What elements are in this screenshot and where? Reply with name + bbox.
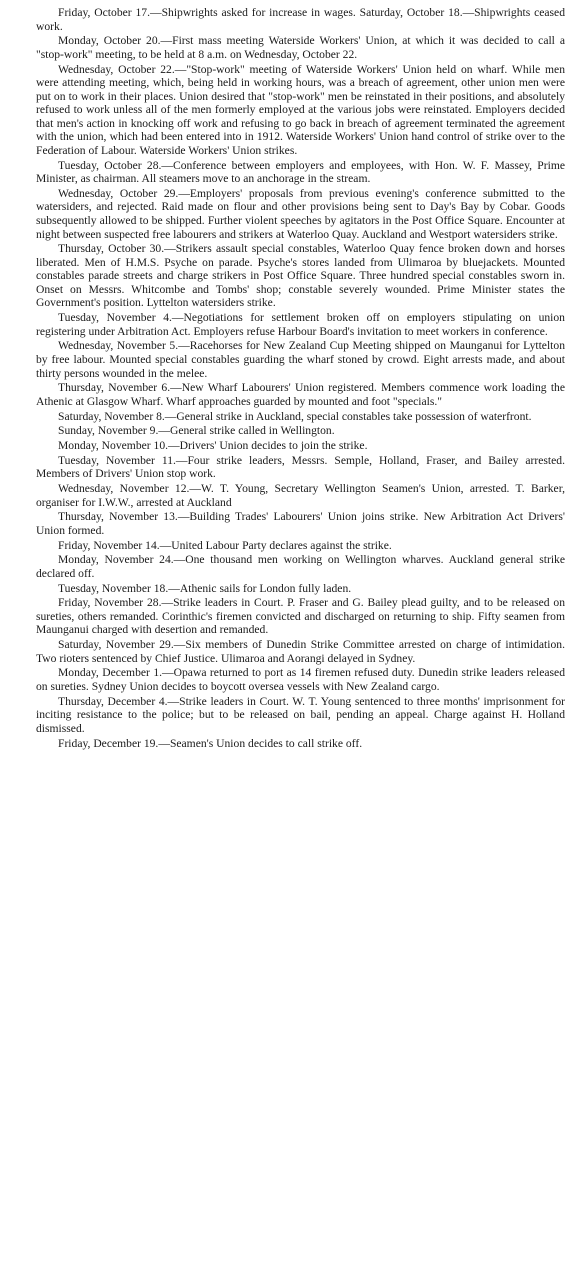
timeline-entry <box>36 63 565 158</box>
entry-date: Tuesday, November 4. <box>58 311 172 325</box>
timeline-entry <box>36 539 565 553</box>
timeline-entry <box>36 582 565 596</box>
entry-text: —Negotiations for settlement broken off on employers stipulating on union registering under Arbitration Act. Employers refuse Harbour Board's invitation to meet workers in conference. <box>36 311 565 338</box>
timeline-entry <box>36 311 565 338</box>
timeline-entry <box>36 424 565 438</box>
timeline-entry <box>36 510 565 537</box>
entry-date: Wednesday, October 29. <box>58 186 179 200</box>
timeline-entry <box>36 553 565 580</box>
entry-date: Wednesday, November 12. <box>58 482 190 496</box>
timeline-entry <box>36 410 565 424</box>
entry-date: Thursday, October 30. <box>58 242 165 256</box>
entry-text: —"Stop-work" meeting of Waterside Workers' Union held on wharf. While men were attending meeting, which, being held in working hours, was a breach of agreement, other union men were put on to work in their places. Union desired that "stop-work" men be reinstated in their positions, and absolutely refused to work unless all of the men formerly employed at the various jobs were reinstated. Employers decided that men's action in knocking off work and refusing to go back in breach of agreement terminated the agreement with the union, which had been entered into in 1912. Waterside Workers' Union hand control of strike over to the Federation of Labour. Waterside Workers' Union strikes. <box>36 62 565 157</box>
entry-text: —Shipwrights asked for increase in wages. Saturday, October 18.—Shipwrights ceased work. <box>36 6 565 33</box>
entry-date: Friday, November 28. <box>58 596 162 610</box>
entry-date: Saturday, November 29. <box>58 638 174 652</box>
entry-text: —Strike leaders in Court. P. Fraser and G. Bailey plead guilty, and to be released on sureties, others remanded. Corinthic's firemen convicted and discharged on returning to ship. Fifty seamen from Maunganui charged with desertion and remanded. <box>36 596 565 637</box>
entry-date: Tuesday, October 28. <box>58 158 162 172</box>
entry-text: —W. T. Young, Secretary Wellington Seamen's Union, arrested. T. Barker, organiser for I.W.W., arrested at Auckland <box>36 482 565 509</box>
timeline-entry <box>36 596 565 637</box>
timeline-entry <box>36 695 565 736</box>
entry-text: —First mass meeting Waterside Workers' Union, at which it was decided to call a "stop-work" meeting, to be held at 8 a.m. on Wednesday, October 22. <box>36 34 566 61</box>
entry-date: Monday, November 24. <box>58 553 174 567</box>
timeline-entry <box>36 439 565 453</box>
timeline-entry <box>36 381 565 408</box>
entry-date: Wednesday, November 5. <box>58 339 179 353</box>
timeline-entry <box>36 187 565 241</box>
entry-text: —Drivers' Union decides to join the strike. <box>168 439 368 453</box>
entry-date: Monday, October 20. <box>58 34 161 48</box>
timeline-entry <box>36 737 565 751</box>
entry-text: —Athenic sails for London fully laden. <box>168 581 352 595</box>
entry-date: Friday, November 14. <box>58 538 160 552</box>
entry-text: —United Labour Party declares against the strike. <box>159 538 392 552</box>
entry-text: —Strikers assault special constables, Waterloo Quay fence broken down and horses liberated. Men of H.M.S. Psyche on parade. Psyche's stores landed from Ulimaroa by bluejackets. Mounted constables parade streets and charge strikers in Post Office Square. Three hundred special constables sworn in. Onset on Messrs. Whitcombe and Tombs' shop; constable severely wounded. Prime Minister states the Government's position. Lyttelton watersiders strike. <box>36 242 565 310</box>
entry-text: —General strike called in Wellington. <box>158 424 335 438</box>
timeline-entry <box>36 159 565 186</box>
entry-date: Wednesday, October 22. <box>58 62 175 76</box>
entry-text: —Six members of Dunedin Strike Committee arrested on charge of intimidation. Two rioters sentenced by Chief Justice. Ulimaroa and Aorangi delayed in Sydney. <box>36 638 565 665</box>
entry-text: —Racehorses for New Zealand Cup Meeting shipped on Maunganui for Lyttelton by free labour. Mounted special constables guarding the wharf stoned by crowd. Eight arrests made, and about thirty persons wounded in the melee. <box>36 339 565 380</box>
entry-text: —Building Trades' Labourers' Union joins strike. New Arbitration Act Drivers' Union formed. <box>36 510 566 537</box>
entry-date: Thursday, November 13. <box>58 510 178 524</box>
timeline-entry <box>36 454 565 481</box>
entry-date: Friday, December 19. <box>58 736 159 750</box>
timeline-entry <box>36 638 565 665</box>
entry-date: Monday, November 10. <box>58 439 169 453</box>
entry-text: —Conference between employers and employees, with Hon. W. F. Massey, Prime Minister, as chairman. All steamers move to an anchorage in the stream. <box>36 158 565 186</box>
timeline-entry <box>36 666 565 693</box>
entry-date: Sunday, November 9. <box>58 424 159 438</box>
entry-date: Tuesday, November 11. <box>58 453 176 467</box>
entry-date: Thursday, November 6. <box>58 381 171 395</box>
timeline <box>36 6 565 750</box>
timeline-entry <box>36 482 565 509</box>
entry-date: Thursday, December 4. <box>58 694 168 708</box>
entry-date: Friday, October 17. <box>58 6 150 19</box>
entry-date: Monday, December 1. <box>58 666 163 680</box>
entry-text: —One thousand men working on Wellington wharves. Auckland general strike declared off. <box>36 553 565 580</box>
entry-text: —Employers' proposals from previous evening's conference submitted to the watersiders, and rejected. Raid made on flour and other provisions being sent to Day's Bay by Cobar. Goods subsequently allowed to be shipped. Further violent speeches by agitators in the Post Office Square. Encounter at night between suspected free labourers and strikers at Waterloo Quay. Auckland and Westport watersiders strike. <box>36 186 565 241</box>
timeline-entry <box>36 34 565 61</box>
entry-text: —General strike in Auckland, special constables take possession of waterfront. <box>164 409 532 423</box>
entry-text: —Seamen's Union decides to call strike off. <box>158 736 363 750</box>
entry-text: —New Wharf Labourers' Union registered. Members commence work loading the Athenic at Glasgow Wharf. Wharf approaches guarded by mounted and foot "specials." <box>36 381 566 408</box>
entry-date: Tuesday, November 18. <box>58 581 169 595</box>
entry-text: —Opawa returned to port as 14 firemen refused duty. Dunedin strike leaders released on sureties. Sydney Union decides to boycott oversea vessels with New Zealand cargo. <box>36 666 565 693</box>
timeline-entry <box>36 6 565 33</box>
entry-text: —Four strike leaders, Messrs. Semple, Holland, Fraser, and Bailey arrested. Members of Drivers' Union stop work. <box>36 453 565 481</box>
timeline-entry <box>36 339 565 380</box>
timeline-entry <box>36 242 565 310</box>
entry-date: Saturday, November 8. <box>58 409 165 423</box>
entry-text: —Strike leaders in Court. W. T. Young sentenced to three months' imprisonment for inciting resistance to the police; but to be released on bail, pending an appeal. Charge against H. Holland dismissed. <box>36 694 566 735</box>
